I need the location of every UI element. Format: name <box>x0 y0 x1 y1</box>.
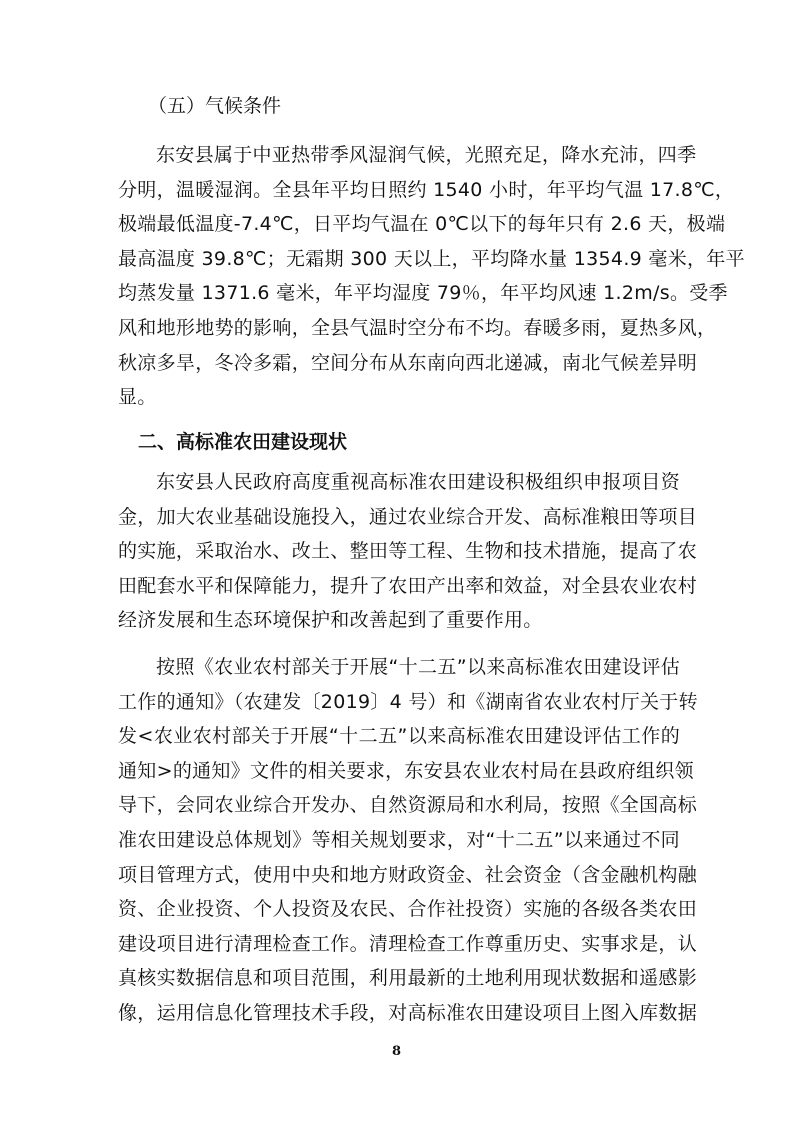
paragraph-line: 田配套水平和保障能力，提升了农田产出率和效益，对全县农业农村 <box>118 574 698 597</box>
paragraph-line: 分明，温暖湿润。全县年平均日照约 1540 小时，年平均气温 17.8℃， <box>118 178 735 201</box>
paragraph-line: 真核实数据信息和项目范围，利用最新的土地利用现状数据和遥感影 <box>118 967 698 990</box>
paragraph-line: 东安县属于中亚热带季风湿润气候，光照充足，降水充沛，四季 <box>156 144 697 166</box>
paragraph-line: 极端最低温度-7.4℃，日平均气温在 0℃以下的每年只有 2.6 天，极端 <box>118 213 726 236</box>
paragraph-line: 经济发展和生态环境保护和改善起到了重要作用。 <box>118 609 543 632</box>
subsection-heading: （五）气候条件 <box>148 95 282 117</box>
paragraph-line: 导下，会同农业综合开发办、自然资源局和水利局，按照《全国高标 <box>118 794 698 817</box>
climate-paragraph <box>118 138 745 415</box>
paragraph-line: 建设项目进行清理检查工作。清理检查工作尊重历史、实事求是，认 <box>118 932 698 955</box>
paragraph-line: 发<农业农村部关于开展“十二五”以来高标准农田建设评估工作的 <box>118 725 680 748</box>
paragraph-line: 秋凉多旱，冬冷多霜，空间分布从东南向西北递减，南北气候差异明 <box>118 351 698 374</box>
page-number: 8 <box>391 1044 402 1059</box>
paragraph-line: 通知>的通知》文件的相关要求，东安县农业农村局在县政府组织领 <box>118 759 694 782</box>
paragraph-line: 东安县人民政府高度重视高标准农田建设积极组织申报项目资 <box>156 471 680 493</box>
paragraph-line: 风和地形地势的影响，全县气温时空分布不均。春暖多雨，夏热多风， <box>118 316 717 339</box>
paragraph-line: 显。 <box>118 386 157 409</box>
paragraph-line: 工作的通知》（农建发〔2019〕4 号）和《湖南省农业农村厅关于转 <box>118 690 698 713</box>
status-paragraph <box>118 465 698 638</box>
paragraph-line: 像，运用信息化管理技术手段，对高标准农田建设项目上图入库数据 <box>118 1001 698 1024</box>
evaluation-paragraph <box>118 650 698 1031</box>
paragraph-line: 资、企业投资、个人投资及农民、合作社投资）实施的各级各类农田 <box>118 898 698 921</box>
paragraph-line: 准农田建设总体规划》等相关规划要求，对“十二五”以来通过不同 <box>118 828 680 851</box>
paragraph-line: 的实施，采取治水、改土、整田等工程、生物和技术措施，提高了农 <box>118 540 698 563</box>
paragraph-line: 金，加大农业基础设施投入，通过农业综合开发、高标准粮田等项目 <box>118 505 698 528</box>
section-title: 二、高标准农田建设现状 <box>138 431 348 453</box>
paragraph-line: 均蒸发量 1371.6 毫米，年平均湿度 79％，年平均风速 1.2m/s。受季 <box>118 282 728 305</box>
paragraph-line: 最高温度 39.8℃；无霜期 300 天以上，平均降水量 1354.9 毫米，年平 <box>118 247 745 270</box>
paragraph-line: 按照《农业农村部关于开展“十二五”以来高标准农田建设评估 <box>156 656 680 678</box>
paragraph-line: 项目管理方式，使用中央和地方财政资金、社会资金（含金融机构融 <box>118 863 698 886</box>
